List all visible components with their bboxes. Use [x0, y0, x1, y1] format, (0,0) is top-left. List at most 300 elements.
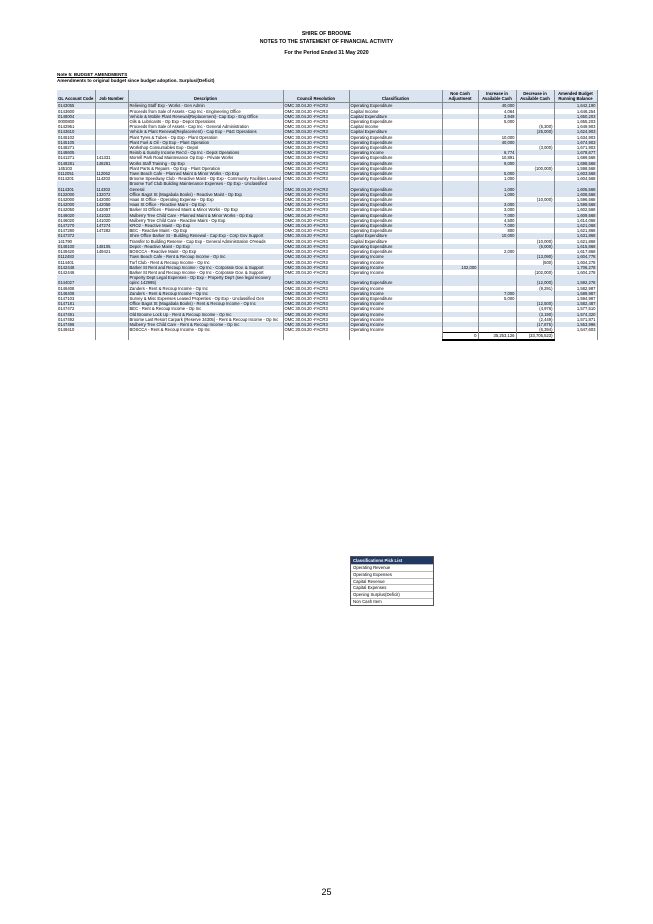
- cell-description: Depot - Reactive Maint - Op Exp: [128, 244, 283, 249]
- report-period: For the Period Ended 31 May 2020: [284, 50, 369, 56]
- cell-job-number: 142056: [95, 202, 128, 207]
- cell-classification: Capital Expenditure: [349, 114, 442, 119]
- cell-council-resolution: OMC 30.04.20 -FACR3: [283, 213, 349, 218]
- cell-classification: Operating Expenditure: [349, 140, 442, 145]
- cell-non-cash: [442, 275, 478, 285]
- cell-description: Proceeds from Sale of Assets - Cap Inc - Engineering Office: [128, 109, 283, 114]
- pick-list-title: Classifications Pick List: [351, 557, 433, 564]
- cell-description: Town Beach Cafe - Rent & Recoup Income - Op Inc: [128, 254, 283, 259]
- cell-gl-code: 0114401: [57, 260, 95, 265]
- cell-classification: Operating Income: [349, 312, 442, 317]
- cell-decrease: (102,000): [516, 270, 554, 275]
- cell-job-number: 142000: [95, 197, 128, 202]
- cell-gl-code: 0147372: [57, 233, 95, 238]
- cell-job-number: 148281: [95, 161, 128, 166]
- cell-description: Plant Tyres & Tubes - Op Exp - Plant Operation: [128, 135, 283, 140]
- cell-gl-code: 0112051: [57, 171, 95, 176]
- cell-gl-code: 0143600: [57, 109, 95, 114]
- cell-job-number: 112062: [95, 171, 128, 176]
- cell-classification: Operating Expenditure: [349, 249, 442, 254]
- col-job-number: Job Number: [95, 90, 128, 103]
- cell-council-resolution: OMC 30.04.20 -FACR3: [283, 233, 349, 238]
- cell-running-balance: 1,706,278: [554, 265, 597, 270]
- cell-description: Barker St Offices - Planned Maint & Minor Works - Op Exp: [128, 207, 283, 212]
- cell-running-balance: 1,634,903: [554, 135, 597, 140]
- cell-job-number: 141331: [95, 155, 128, 160]
- report-title: NOTES TO THE STATEMENT OF FINANCIAL ACTIVITY: [259, 39, 394, 45]
- cell-increase: 5,000: [478, 171, 516, 176]
- cell-description: Broome Last Resort Carpark (Reserve 34305) - Rent & Recoup Income - Op Inc: [128, 317, 283, 322]
- cell-council-resolution: OMC 30.04.20 -FACR3: [283, 265, 349, 270]
- cell-non-cash: [442, 181, 478, 191]
- cell-running-balance: 1,598,568: [554, 166, 597, 171]
- total-non-cash: 0: [442, 333, 478, 340]
- cell-running-balance: 1,571,871: [554, 317, 597, 322]
- cell-gl-code: 0147496: [57, 322, 95, 327]
- cell-gl-code: 0148100: [57, 244, 95, 249]
- cell-gl-code: 0147491: [57, 312, 95, 317]
- cell-gl-code: 0142446: [57, 270, 95, 275]
- cell-classification: Operating Income: [349, 327, 442, 332]
- col-classification: Classification: [349, 90, 442, 103]
- cell-council-resolution: OMC 30.04.20 -FACR3: [283, 155, 349, 160]
- cell-decrease: (25,000): [516, 129, 554, 134]
- cell-increase: 3,000: [478, 202, 516, 207]
- cell-council-resolution: OMC 30.04.20 -FACR3: [283, 129, 349, 134]
- cell-gl-code: 0142951: [57, 124, 95, 129]
- pick-list-item: Operating Expenses: [351, 571, 433, 578]
- cell-description: Relieving Staff Exp - Works - Gen Admin: [128, 103, 283, 109]
- cell-description: Mulberry Tree Child Care - Planned Maint & Minor Works - Op Exp: [128, 213, 283, 218]
- cell-decrease: (17,875): [516, 322, 554, 327]
- cell-increase: 10,000: [478, 233, 516, 238]
- cell-council-resolution: OMC 30.04.20 -FACR3: [283, 322, 349, 327]
- cell-increase: 6,774: [478, 150, 516, 155]
- cell-increase: 4,064: [478, 109, 516, 114]
- cell-council-resolution: OMC 30.04.20 -FACR3: [283, 103, 349, 109]
- cell-running-balance: 1,689,568: [554, 155, 597, 160]
- cell-classification: Operating Expenditure: [349, 296, 442, 301]
- table-body: [57, 103, 597, 333]
- cell-classification: Operating Expenditure: [349, 119, 442, 124]
- cell-gl-code: 0148004: [57, 114, 95, 119]
- cell-running-balance: 1,603,568: [554, 171, 597, 176]
- cell-council-resolution: OMC 30.04.20 -FACR3: [283, 286, 349, 291]
- cell-description: Town Beach Cafe - Planned Maint & Minor Works - Op Exp: [128, 171, 283, 176]
- cell-running-balance: 1,698,568: [554, 161, 597, 166]
- cell-gl-code: 0149420: [57, 249, 95, 254]
- cell-gl-code: 0147472: [57, 306, 95, 311]
- cell-council-resolution: OMC 30.04.20 -FACR3: [283, 254, 349, 259]
- cell-council-resolution: OMC 30.04.20 -FACR3: [283, 301, 349, 306]
- cell-running-balance: 1,614,068: [554, 218, 597, 223]
- cell-running-balance: 1,655,203: [554, 119, 597, 124]
- cell-decrease: (13,090): [516, 254, 554, 259]
- cell-decrease: (10,000): [516, 197, 554, 202]
- cell-gl-code: 0146020: [57, 213, 95, 218]
- cell-running-balance: 1,678,677: [554, 150, 597, 155]
- cell-classification: Operating Expenditure: [349, 161, 442, 166]
- cell-running-balance: 1,553,996: [554, 322, 597, 327]
- cell-job-number: 147274: [95, 223, 128, 228]
- cell-running-balance: 1,604,568: [554, 176, 597, 181]
- cell-council-resolution: OMC 30.04.20 -FACR3: [283, 135, 349, 140]
- table-header-row: [57, 90, 597, 103]
- cell-classification: Operating Income: [349, 265, 442, 270]
- cell-decrease: (9,291): [516, 286, 554, 291]
- cell-classification: Operating Expenditure: [349, 213, 442, 218]
- cell-decrease: (2,449): [516, 317, 554, 322]
- cell-running-balance: 1,674,903: [554, 140, 597, 145]
- cell-running-balance: 1,577,510: [554, 306, 597, 311]
- cell-running-balance: 1,602,568: [554, 207, 597, 212]
- cell-classification: Operating Expenditure: [349, 207, 442, 212]
- total-decrease: (33,705,523): [516, 333, 554, 340]
- cell-council-resolution: OMC 30.04.20 -FACR3: [283, 114, 349, 119]
- cell-increase: 3,949: [478, 114, 516, 119]
- cell-running-balance: 1,594,987: [554, 296, 597, 301]
- cell-running-balance: 1,582,987: [554, 286, 597, 291]
- cell-description: Turf Club - Rent & Recoup Income - Op Inc: [128, 260, 283, 265]
- cell-running-balance: 1,606,568: [554, 192, 597, 197]
- cell-council-resolution: OMC 30.04.20 -FACR3: [283, 202, 349, 207]
- cell-classification: Capital Expenditure: [349, 239, 442, 244]
- cell-council-resolution: OMC 30.04.20 -FACR3: [283, 207, 349, 212]
- cell-description: Old Broome Lock Up - Rent & Recoup Income - Op Inc: [128, 312, 283, 317]
- cell-classification: Operating Expenditure: [349, 244, 442, 249]
- cell-running-balance: 1,599,568: [554, 202, 597, 207]
- cell-increase: 4,500: [478, 218, 516, 223]
- cell-classification: Operating Income: [349, 291, 442, 296]
- cell-gl-code: 0114301: [57, 181, 95, 191]
- cell-gl-code: 0132000: [57, 192, 95, 197]
- cell-gl-code: 0148605: [57, 150, 95, 155]
- cell-council-resolution: OMC 30.04.20 -FACR3: [283, 181, 349, 191]
- cell-council-resolution: OMC 30.04.20 -FACR3: [283, 145, 349, 150]
- cell-classification: Operating Expenditure: [349, 228, 442, 233]
- cell-job-number: 141022: [95, 213, 128, 218]
- cell-gl-code: 0149410: [57, 327, 95, 332]
- cell-increase: 1,000: [478, 192, 516, 197]
- cell-running-balance: 1,547,603: [554, 327, 597, 332]
- cell-running-balance: 1,596,568: [554, 197, 597, 202]
- cell-council-resolution: OMC 30.04.20 -FACR3: [283, 244, 349, 249]
- cell-job-number: 141020: [95, 218, 128, 223]
- cell-description: Survey & Misc Expenses Leased Properties - Op Exp - Unclassified Gen: [128, 296, 283, 301]
- cell-description: Office Bagot St (Magabala Books) - Rent & Recoup Income - Op Inc: [128, 301, 283, 306]
- cell-decrease: (6,000): [516, 244, 554, 249]
- cell-running-balance: 1,624,903: [554, 129, 597, 134]
- cell-description: BEC - Rent & Recoup Income - Op Inc: [128, 306, 283, 311]
- cell-gl-code: 0148281: [57, 161, 95, 166]
- cell-running-balance: 1,592,278: [554, 275, 597, 285]
- cell-council-resolution: OMC 30.04.20 -FACR3: [283, 176, 349, 181]
- cell-increase: 10,891: [478, 155, 516, 160]
- cell-increase: 5,000: [478, 119, 516, 124]
- cell-classification: Operating Expenditure: [349, 197, 442, 202]
- cell-gl-code: 0147492: [57, 317, 95, 322]
- cell-description: Zanders - Rent & Recoup Income - Op Inc: [128, 291, 283, 296]
- cell-council-resolution: OMC 30.04.20 -FACR3: [283, 239, 349, 244]
- cell-description: KRO2 - Reactive Maint - Op Exp: [128, 223, 283, 228]
- cell-increase: 5,000: [478, 296, 516, 301]
- cell-gl-code: 0142000: [57, 197, 95, 202]
- cell-description: Mulberry Tree Child Care - Reactive Maint - Op Exp: [128, 218, 283, 223]
- totals-row: [57, 333, 597, 340]
- cell-gl-code: 145103: [57, 166, 95, 171]
- table-row: [57, 181, 597, 191]
- report-organisation: SHIRE OF BROOME: [301, 31, 352, 37]
- cell-description: Vehicle & Plant Renewal(Replacement) - Cap Exp - P&G Operations: [128, 129, 283, 134]
- cell-council-resolution: OMC 30.04.20 -FACR3: [283, 140, 349, 145]
- cell-decrease: (3,190): [516, 312, 554, 317]
- cell-gl-code: 0142050: [57, 207, 95, 212]
- cell-council-resolution: OMC 30.04.20 -FACR3: [283, 275, 349, 285]
- table-row: [57, 275, 597, 285]
- col-non-cash-adjustment: Non Cash Adjustment: [442, 90, 478, 103]
- cell-classification: Operating Income: [349, 317, 442, 322]
- cell-running-balance: 1,621,868: [554, 228, 597, 233]
- cell-running-balance: 1,604,778: [554, 254, 597, 259]
- cell-description: Shire Office Barker St - Building Renewal - Cap Exp - Corp Gov Support: [128, 233, 283, 238]
- pick-list-item: Capital Expenses: [351, 584, 433, 591]
- cell-classification: Operating Expenditure: [349, 218, 442, 223]
- cell-increase: 40,000: [478, 103, 516, 109]
- cell-running-balance: 1,650,203: [554, 114, 597, 119]
- cell-council-resolution: OMC 30.04.20 -FACR3: [283, 260, 349, 265]
- cell-job-number: 148105: [95, 244, 128, 249]
- cell-decrease: (5,300): [516, 124, 554, 129]
- cell-running-balance: 1,649,903: [554, 124, 597, 129]
- cell-classification: Operating Expenditure: [349, 176, 442, 181]
- cell-council-resolution: OMC 30.04.20 -FACR3: [283, 218, 349, 223]
- cell-gl-code: 0000800: [57, 119, 95, 124]
- cell-council-resolution: OMC 30.04.20 -FACR3: [283, 150, 349, 155]
- cell-gl-code: 0147280: [57, 228, 95, 233]
- cell-classification: Capital Income: [349, 124, 442, 129]
- cell-council-resolution: OMC 30.04.20 -FACR3: [283, 296, 349, 301]
- cell-description: Property Dept Legal Expenses - Op Exp - Property Dep't (see legal recovery opinc 142995): [128, 275, 283, 285]
- cell-classification: Operating Expenditure: [349, 181, 442, 191]
- cell-description: Transfer to Building Reserve - Cap Exp - General Administration O'Heads: [128, 239, 283, 244]
- cell-increase: [478, 275, 516, 285]
- cell-classification: Operating Income: [349, 254, 442, 259]
- cell-classification: Operating Expenditure: [349, 202, 442, 207]
- cell-council-resolution: OMC 30.04.20 -FACR3: [283, 197, 349, 202]
- cell-increase: 9,000: [478, 161, 516, 166]
- note-subheading: Amendments to original budget since budget adoption. Surplus/(Deficit): [57, 78, 215, 83]
- cell-decrease: (12,500): [516, 301, 554, 306]
- cell-increase: 1,000: [478, 181, 516, 191]
- cell-running-balance: 1,646,254: [554, 109, 597, 114]
- cell-classification: Operating Expenditure: [349, 135, 442, 140]
- cell-classification: Capital Income: [349, 109, 442, 114]
- cell-classification: Operating Income: [349, 150, 442, 155]
- cell-increase: 3,000: [478, 207, 516, 212]
- cell-classification: Operating Expenditure: [349, 166, 442, 171]
- cell-council-resolution: OMC 30.04.20 -FACR3: [283, 327, 349, 332]
- cell-classification: Operating Income: [349, 306, 442, 311]
- cell-running-balance: 1,605,568: [554, 181, 597, 191]
- cell-decrease: (10,000): [516, 239, 554, 244]
- cell-running-balance: 1,582,487: [554, 301, 597, 306]
- cell-council-resolution: OMC 30.04.20 -FACR3: [283, 119, 349, 124]
- cell-classification: Operating Expenditure: [349, 171, 442, 176]
- cell-running-balance: 1,604,278: [554, 270, 597, 275]
- cell-decrease: (500): [516, 260, 554, 265]
- cell-running-balance: 1,671,903: [554, 145, 597, 150]
- cell-decrease: (4,976): [516, 306, 554, 311]
- cell-gl-code: 0148271: [57, 145, 95, 150]
- cell-description: Plant Parts & Repairs - Op Exp - Plant Operation: [128, 166, 283, 171]
- cell-gl-code: 0112483: [57, 254, 95, 259]
- cell-classification: Operating Income: [349, 270, 442, 275]
- cell-job-number: 149421: [95, 249, 128, 254]
- budget-amendments-table: [57, 90, 598, 341]
- cell-description: Reimb & Sundry Income Rec'd - Op Inc - Depot Operations: [128, 150, 283, 155]
- cell-gl-code: 0147103: [57, 296, 95, 301]
- cell-gl-code: 0147181: [57, 301, 95, 306]
- cell-council-resolution: OMC 30.04.20 -FACR3: [283, 109, 349, 114]
- note-heading: Note 5: BUDGET AMENDMENTS: [57, 72, 128, 77]
- cell-gl-code: 0145105: [57, 140, 95, 145]
- cell-non-cash: 102,000: [442, 265, 478, 270]
- cell-council-resolution: OMC 30.04.20 -FACR3: [283, 317, 349, 322]
- cell-running-balance: 1,631,868: [554, 233, 597, 238]
- cell-classification: Operating Expenditure: [349, 192, 442, 197]
- cell-classification: Capital Expenditure: [349, 233, 442, 238]
- cell-job-number: 114302: [95, 181, 128, 191]
- cell-council-resolution: OMC 30.04.20 -FACR3: [283, 171, 349, 176]
- col-council-resolution: Council Resolution: [283, 90, 349, 103]
- cell-decrease: (3,000): [516, 145, 554, 150]
- cell-description: Mulberry Tree Child Care - Rent & Recoup Income - Op Inc: [128, 322, 283, 327]
- cell-gl-code: 0142446: [57, 265, 95, 270]
- pick-list-item: Operating Revenue: [351, 564, 433, 571]
- classifications-pick-list: [350, 556, 434, 606]
- cell-job-number: 132072: [95, 192, 128, 197]
- cell-council-resolution: OMC 30.04.20 -FACR3: [283, 161, 349, 166]
- cell-job-number: [95, 275, 128, 285]
- cell-job-number: 114202: [95, 176, 128, 181]
- cell-increase: 7,000: [478, 223, 516, 228]
- cell-decrease: [516, 181, 554, 191]
- cell-increase: 10,000: [478, 135, 516, 140]
- cell-gl-code: 0146020: [57, 218, 95, 223]
- cell-classification: Operating Income: [349, 322, 442, 327]
- cell-council-resolution: OMC 30.04.20 -FACR3: [283, 166, 349, 171]
- cell-running-balance: 1,621,868: [554, 239, 597, 244]
- cell-running-balance: 1,621,068: [554, 223, 597, 228]
- cell-running-balance: 1,617,868: [554, 249, 597, 254]
- page-number: 25: [321, 887, 332, 897]
- cell-description: Proceeds from Sale of Assets - Cap Inc - General Administration: [128, 124, 283, 129]
- cell-council-resolution: OMC 30.04.20 -FACR3: [283, 270, 349, 275]
- cell-description: Haas St Office - Reactive Maint - Op Exp: [128, 202, 283, 207]
- cell-description: Office Bagot St (Magabala Books) - Reactive Maint - Op Exp: [128, 192, 283, 197]
- cell-decrease: (12,000): [516, 275, 554, 285]
- cell-running-balance: 1,642,190: [554, 103, 597, 109]
- cell-description: Morrell Park Road Maintenance Op Exp - Private Works: [128, 155, 283, 160]
- pick-list-item: Non Cash Item: [351, 598, 433, 605]
- cell-classification: Operating Income: [349, 286, 442, 291]
- cell-gl-code: 0143055: [57, 103, 95, 109]
- cell-classification: Capital Expenditure: [349, 129, 442, 134]
- cell-increase: 7,000: [478, 213, 516, 218]
- cell-description: Zanders - Rent & Recoup Income - Op Inc: [128, 286, 283, 291]
- cell-description: Barker St Rent and Recoup Income - Op Inc - Corporate Gov. & Support: [128, 265, 283, 270]
- cell-description: Works Staff Training - Op Exp: [128, 161, 283, 166]
- cell-decrease: (100,000): [516, 166, 554, 171]
- cell-classification: Operating Expenditure: [349, 223, 442, 228]
- cell-running-balance: 1,604,278: [554, 260, 597, 265]
- cell-council-resolution: OMC 30.04.20 -FACR3: [283, 291, 349, 296]
- cell-description: Broome Speedway Club - Reactive Maint - Op Exp - Community Facilities Leased: [129, 176, 282, 182]
- cell-increase: 2,000: [478, 249, 516, 254]
- cell-description: Oils & Lubricants - Op Exp - Depot Operations: [128, 119, 283, 124]
- cell-gl-code: 0114201: [57, 176, 95, 181]
- cell-gl-code: 0141271: [57, 155, 95, 160]
- cell-description: Workshop Consumables Exp - Depot: [128, 145, 283, 150]
- cell-description: Barker St Rent and Recoup Income - Op Inc - Corporate Gov. & Support: [128, 270, 283, 275]
- cell-council-resolution: OMC 30.04.20 -FACR3: [283, 124, 349, 129]
- cell-classification: Operating Expenditure: [349, 155, 442, 160]
- cell-council-resolution: OMC 30.04.20 -FACR3: [283, 223, 349, 228]
- cell-job-number: 147282: [95, 228, 128, 233]
- col-description: Description: [128, 90, 283, 103]
- cell-description: Broome Turf Club Building Maintenance Expenses - Op Exp - Unclassified General: [128, 181, 283, 191]
- cell-classification: Operating Expenditure: [349, 145, 442, 150]
- col-gl-account-code: GL Account Code: [57, 90, 95, 103]
- cell-increase: 1,000: [478, 176, 516, 181]
- cell-increase: 800: [478, 228, 516, 233]
- cell-description: Vehicle & Mobile Plant Renewal(Replacement)- Cap Exp - Eng Office: [128, 114, 283, 119]
- cell-council-resolution: OMC 30.04.20 -FACR3: [283, 228, 349, 233]
- cell-classification: Operating Expenditure: [349, 103, 442, 109]
- cell-job-number: 142057: [95, 207, 128, 212]
- pick-list-item: Opening Surplus(Deficit): [351, 591, 433, 598]
- cell-classification: Operating Expenditure: [349, 275, 442, 285]
- cell-increase: 40,000: [478, 140, 516, 145]
- cell-gl-code: 0146408: [57, 291, 95, 296]
- cell-gl-code: 141790: [57, 239, 95, 244]
- cell-description: Plant Fuel & Oil - Op Exp - Plant Operation: [128, 140, 283, 145]
- cell-running-balance: 1,615,868: [554, 244, 597, 249]
- col-increase-available-cash: Increase in Available Cash: [478, 90, 516, 103]
- cell-increase: 7,000: [478, 291, 516, 296]
- cell-running-balance: 1,574,320: [554, 312, 597, 317]
- col-decrease-available-cash: Decrease in Available Cash: [516, 90, 554, 103]
- cell-description: BEC - Reactive Maint - Op Exp: [128, 228, 283, 233]
- cell-description: BOSCCA - Reactive Maint - Op Exp: [128, 249, 283, 254]
- cell-gl-code: 0146408: [57, 286, 95, 291]
- cell-council-resolution: OMC 30.04.20 -FACR3: [283, 192, 349, 197]
- cell-running-balance: 1,609,568: [554, 213, 597, 218]
- cell-description: BOSCCA - Rent & Recoup Income - Op Inc: [128, 327, 283, 332]
- cell-decrease: (6,394): [516, 327, 554, 332]
- cell-council-resolution: OMC 30.04.20 -FACR3: [283, 306, 349, 311]
- pick-list-item: Capital Revenue: [351, 578, 433, 585]
- cell-gl-code: 0145102: [57, 135, 95, 140]
- cell-running-balance: 1,589,987: [554, 291, 597, 296]
- cell-gl-code: 0143610: [57, 129, 95, 134]
- total-increase: 35,253,126: [478, 333, 516, 340]
- cell-council-resolution: OMC 30.04.20 -FACR3: [283, 249, 349, 254]
- cell-gl-code: 0144027: [57, 275, 95, 285]
- cell-classification: Operating Income: [349, 260, 442, 265]
- cell-classification: Operating Income: [349, 301, 442, 306]
- col-amended-budget-balance: Amended Budget Running Balance: [554, 90, 597, 103]
